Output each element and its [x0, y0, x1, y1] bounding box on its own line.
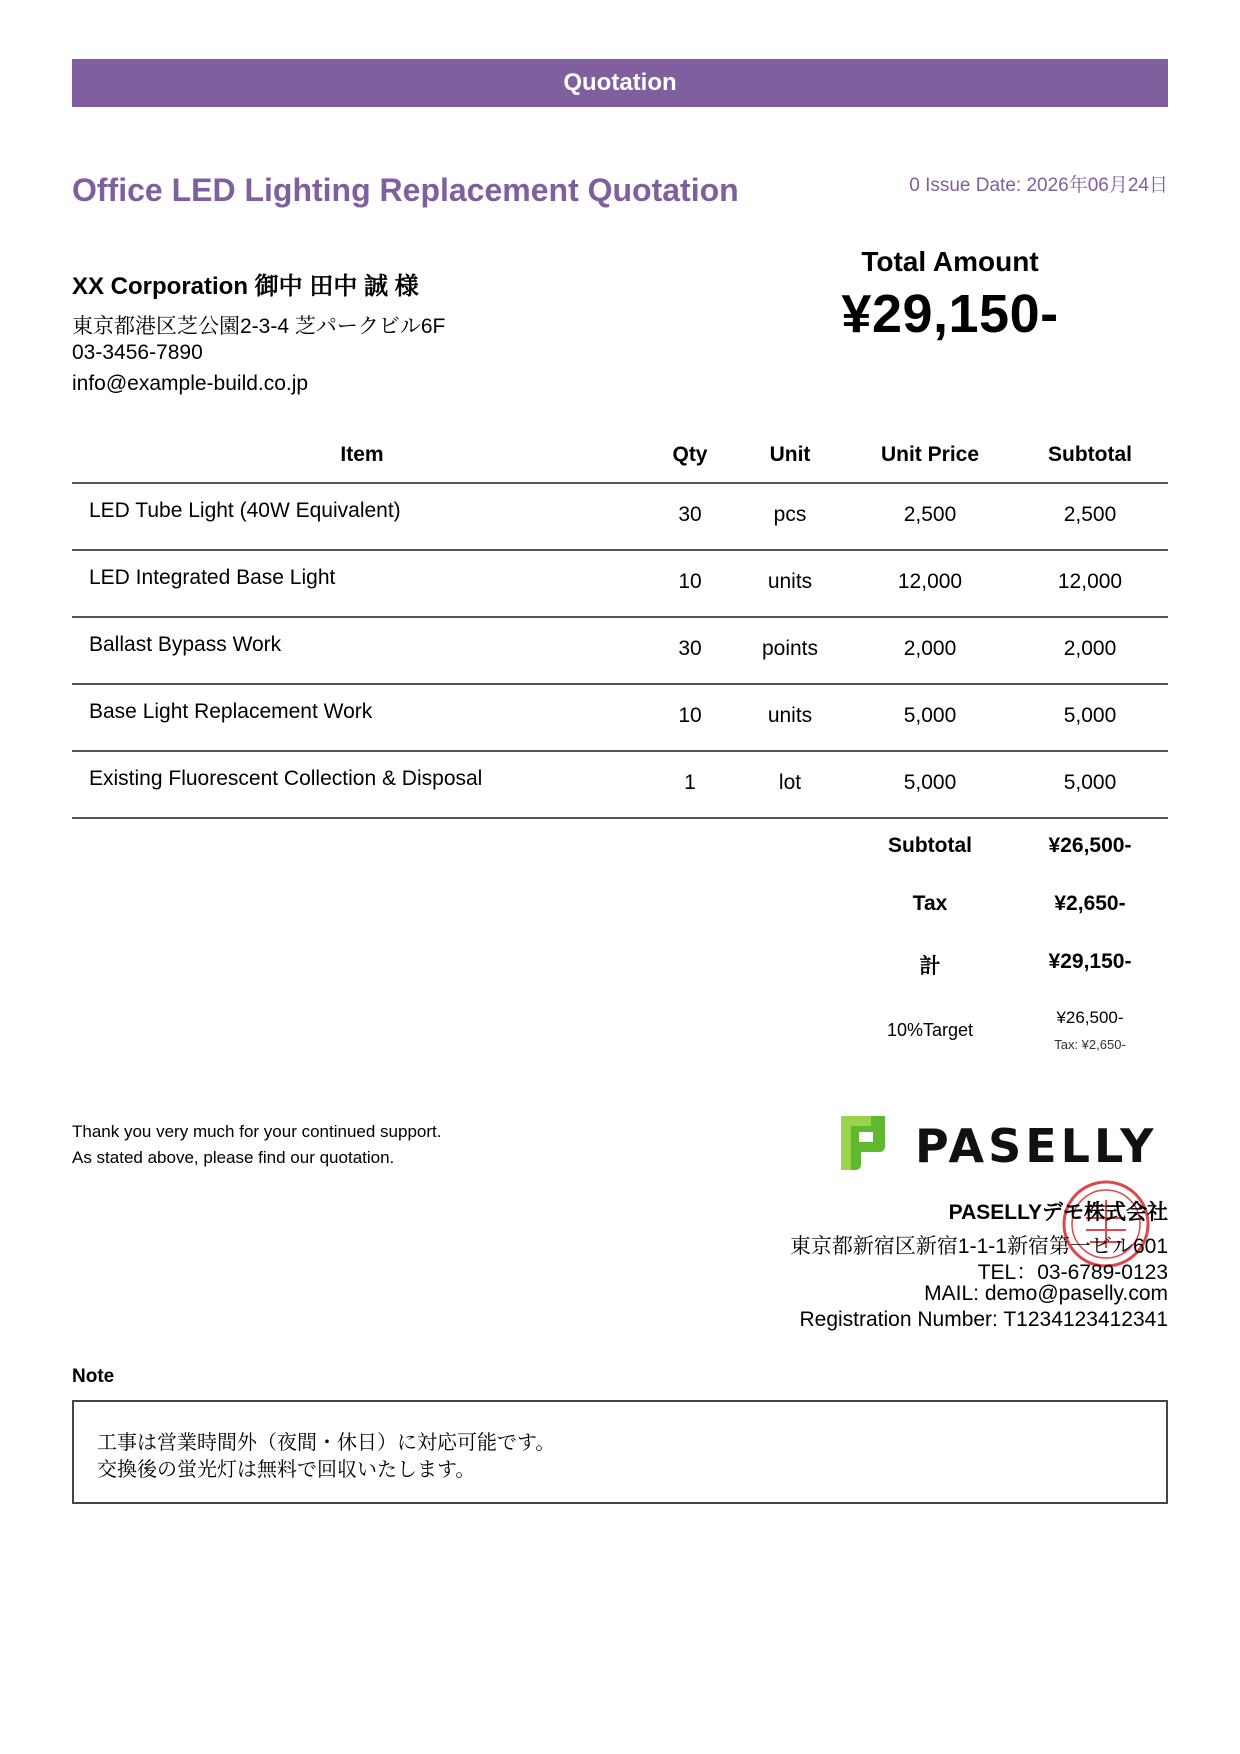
row-unit-price: 2,000 — [903, 637, 957, 660]
thanks-line-2: As stated above, please find our quotation. — [72, 1148, 395, 1167]
table-divider — [72, 482, 1168, 484]
row-item: Ballast Bypass Work — [89, 633, 282, 656]
row-qty: 30 — [678, 503, 702, 526]
summary-total-value: ¥29,150- — [1048, 950, 1132, 973]
tax-target-label: 10%Target — [886, 1020, 974, 1040]
document-title: Office LED Lighting Replacement Quotation — [72, 172, 739, 208]
row-unit: lot — [778, 771, 802, 794]
table-divider — [72, 683, 1168, 685]
row-item: Base Light Replacement Work — [89, 700, 373, 723]
row-subtotal: 12,000 — [1057, 570, 1123, 593]
header-unit-price: Unit Price — [880, 443, 980, 466]
summary-tax-value: ¥2,650- — [1054, 892, 1126, 915]
company-mail: MAIL: demo@paselly.com — [924, 1282, 1168, 1305]
row-unit-price: 12,000 — [897, 570, 963, 593]
row-unit: units — [767, 570, 813, 593]
note-line-1: 工事は営業時間外（夜間・休日）に対応可能です。 — [97, 1432, 556, 1454]
row-unit: units — [767, 704, 813, 727]
logo-wordmark: PASELLY — [915, 1119, 1158, 1173]
paselly-logo-icon — [835, 1112, 1168, 1174]
row-subtotal: 2,500 — [1063, 503, 1117, 526]
row-item: LED Integrated Base Light — [89, 566, 336, 589]
header-unit: Unit — [769, 443, 811, 466]
company-tel: TEL：03-6789-0123 — [977, 1261, 1168, 1284]
row-qty: 1 — [684, 771, 696, 794]
company-name: PASELLYデモ株式会社 — [948, 1201, 1168, 1224]
row-item: Existing Fluorescent Collection & Disposal — [89, 767, 483, 790]
note-label: Note — [72, 1366, 115, 1387]
row-subtotal: 5,000 — [1063, 704, 1117, 727]
row-unit-price: 2,500 — [903, 503, 957, 526]
header-subtotal: Subtotal — [1048, 443, 1132, 466]
banner-title: Quotation — [563, 69, 677, 96]
company-logo — [835, 1112, 1168, 1174]
total-amount-label: Total Amount — [861, 246, 1039, 277]
document-banner — [72, 59, 1168, 107]
summary-subtotal-label: Subtotal — [888, 834, 972, 857]
row-qty: 10 — [678, 704, 702, 727]
tax-target-amount: ¥26,500- — [1056, 1008, 1124, 1027]
summary-total-label: 計 — [919, 955, 941, 978]
row-unit: pcs — [773, 503, 807, 526]
table-divider — [72, 549, 1168, 551]
company-registration: Registration Number: T1234123412341 — [799, 1308, 1168, 1331]
row-subtotal: 5,000 — [1063, 771, 1117, 794]
row-unit-price: 5,000 — [903, 704, 957, 727]
row-unit-price: 5,000 — [903, 771, 957, 794]
summary-subtotal-value: ¥26,500- — [1048, 834, 1132, 857]
summary-tax-label: Tax — [912, 892, 948, 915]
note-line-2: 交換後の蛍光灯は無料で回収いたします。 — [97, 1459, 476, 1481]
row-qty: 10 — [678, 570, 702, 593]
client-address: 東京都港区芝公園2-3-4 芝パークビル6F — [72, 315, 446, 338]
row-unit: points — [761, 637, 819, 660]
row-subtotal: 2,000 — [1063, 637, 1117, 660]
row-qty: 30 — [678, 637, 702, 660]
table-divider — [72, 616, 1168, 618]
thanks-line-1: Thank you very much for your continued support. — [72, 1122, 442, 1141]
table-divider — [72, 750, 1168, 752]
header-item: Item — [340, 443, 384, 466]
header-qty: Qty — [672, 443, 708, 466]
client-phone: 03-3456-7890 — [72, 341, 203, 364]
table-divider — [72, 817, 1168, 819]
total-amount-value: ¥29,150- — [841, 284, 1059, 344]
row-item: LED Tube Light (40W Equivalent) — [89, 499, 401, 522]
company-address: 東京都新宿区新宿1-1-1新宿第一ビル601 — [789, 1235, 1168, 1258]
client-email: info@example-build.co.jp — [72, 372, 309, 395]
issue-date: 0 Issue Date: 2026年06月24日 — [909, 175, 1168, 196]
tax-target-tax: Tax: ¥2,650- — [1054, 1037, 1126, 1052]
client-name: XX Corporation 御中 田中 誠 様 — [72, 273, 419, 300]
